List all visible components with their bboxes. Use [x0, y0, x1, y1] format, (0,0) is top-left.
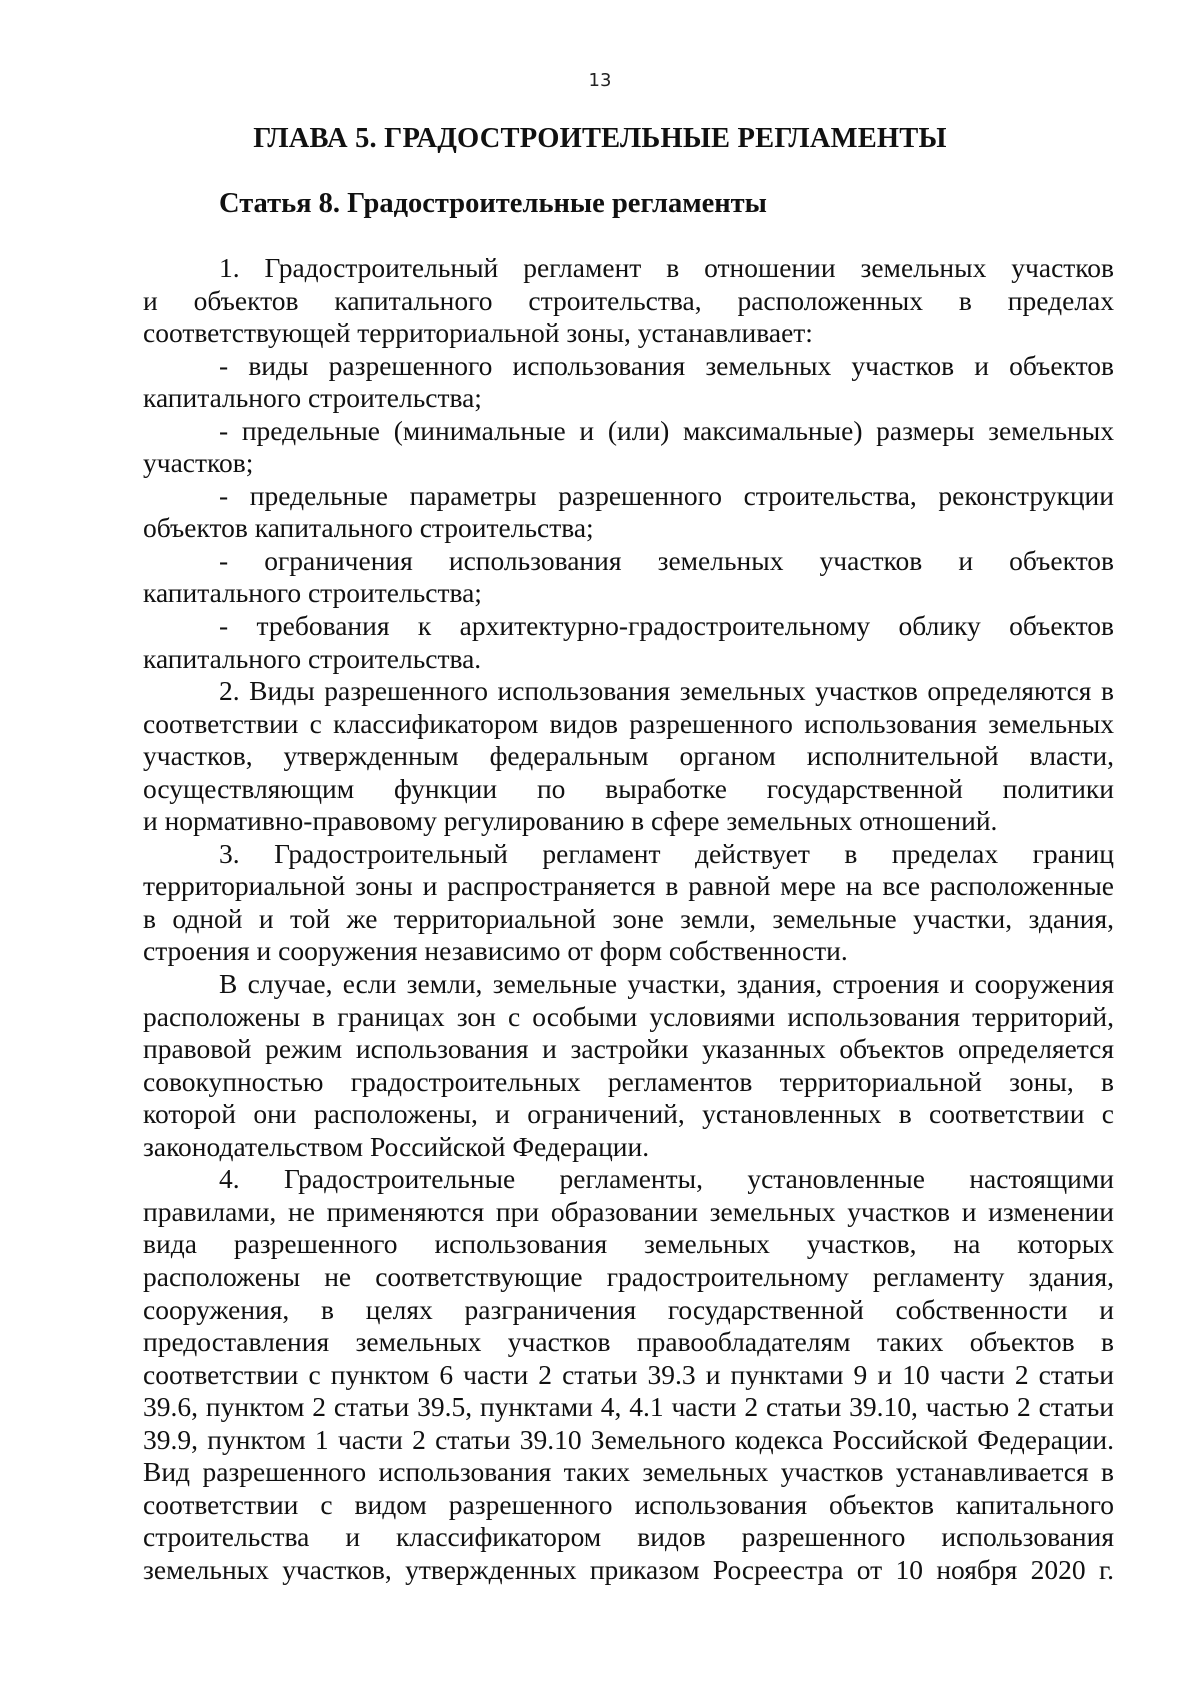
text-line: правовой режим использования и застройки указанных объектов определяется: [143, 1033, 1114, 1065]
page-number: 13: [588, 70, 612, 91]
text-line: которой они расположены, и ограничений, установленных в соответствии с: [143, 1098, 1114, 1130]
text-line: - ограничения использования земельных участков и объектов: [219, 544, 1114, 576]
text-line: вида разрешенного использования земельных участков, на которых: [143, 1228, 1114, 1260]
text-line: расположены в границах зон с особыми условиями использования территорий,: [143, 1000, 1114, 1032]
text-line: капитального строительства.: [143, 642, 482, 674]
text-line: законодательством Российской Федерации.: [143, 1130, 650, 1162]
text-line: капитального строительства;: [143, 382, 482, 414]
text-line: и нормативно-правовому регулированию в сфере земельных отношений.: [143, 805, 998, 837]
text-line: соответствии с классификатором видов разрешенного использования земельных: [143, 707, 1114, 739]
text-line: - предельные параметры разрешенного строительства, реконструкции: [219, 479, 1114, 511]
text-line: территориальной зоны и распространяется в равной мере на все расположенные: [143, 870, 1114, 902]
text-line: 4. Градостроительные регламенты, установленные настоящими: [219, 1163, 1114, 1195]
text-line: 39.9, пунктом 1 части 2 статьи 39.10 Земельного кодекса Российской Федерации.: [143, 1423, 1114, 1455]
text-line: соответствии с видом разрешенного использования объектов капитального: [143, 1488, 1114, 1520]
text-line: в одной и той же территориальной зоне земли, земельные участки, здания,: [143, 902, 1114, 934]
text-line: - требования к архитектурно-градостроительному облику объектов: [219, 610, 1114, 642]
text-line: - виды разрешенного использования земельных участков и объектов: [219, 349, 1114, 381]
text-line: строительства и классификатором видов разрешенного использования: [143, 1521, 1114, 1553]
text-line: участков;: [143, 447, 254, 479]
text-line: объектов капитального строительства;: [143, 512, 594, 544]
text-line: осуществляющим функции по выработке государственной политики: [143, 772, 1114, 804]
text-line: участков, утвержденным федеральным органом исполнительной власти,: [143, 740, 1114, 772]
text-line: Вид разрешенного использования таких земельных участков устанавливается в: [143, 1456, 1114, 1488]
text-line: правилами, не применяются при образовании земельных участков и изменении: [143, 1195, 1114, 1227]
text-line: 1. Градостроительный регламент в отношении земельных участков: [219, 252, 1114, 283]
text-line: соответствии с пунктом 6 части 2 статьи 39.3 и пунктами 9 и 10 части 2 статьи: [143, 1358, 1114, 1390]
text-line: предоставления земельных участков правообладателям таких объектов в: [143, 1326, 1114, 1358]
text-line: строения и сооружения независимо от форм собственности.: [143, 935, 848, 967]
text-line: капитального строительства;: [143, 577, 482, 609]
text-line: совокупностью градостроительных регламентов территориальной зоны, в: [143, 1065, 1114, 1097]
text-line: сооружения, в целях разграничения государственной собственности и: [143, 1293, 1114, 1325]
text-line: соответствующей территориальной зоны, устанавливает:: [143, 317, 813, 349]
chapter-title: ГЛАВА 5. ГРАДОСТРОИТЕЛЬНЫЕ РЕГЛАМЕНТЫ: [253, 123, 947, 154]
text-line: 39.6, пунктом 2 статьи 39.5, пунктами 4, 4.1 части 2 статьи 39.10, частью 2 статьи: [143, 1391, 1114, 1423]
text-line: - предельные (минимальные и (или) максимальные) размеры земельных: [219, 414, 1114, 446]
text-line: земельных участков, утвержденных приказом Росреестра от 10 ноября 2020 г.: [143, 1553, 1114, 1585]
article-title: Статья 8. Градостроительные регламенты: [219, 188, 767, 219]
text-line: расположены не соответствующие градостроительному регламенту здания,: [143, 1260, 1114, 1292]
text-line: 2. Виды разрешенного использования земельных участков определяются в: [219, 675, 1114, 707]
article-body: [143, 252, 1114, 1586]
text-line: и объектов капитального строительства, расположенных в пределах: [143, 284, 1114, 316]
text-line: 3. Градостроительный регламент действует в пределах границ: [219, 837, 1114, 869]
text-line: В случае, если земли, земельные участки, здания, строения и сооружения: [219, 968, 1114, 1000]
